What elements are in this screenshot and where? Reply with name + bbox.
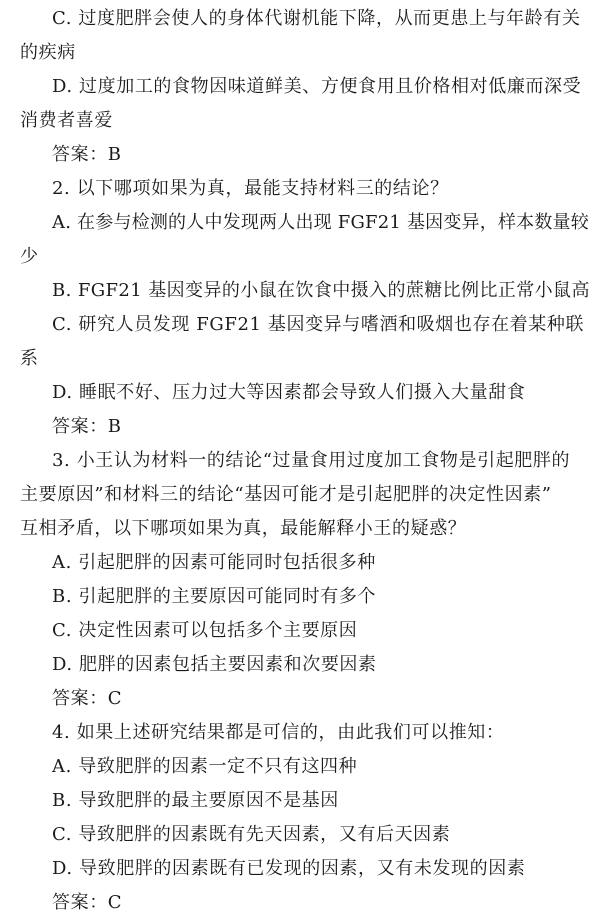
q3-answer: 答案：C — [52, 688, 123, 709]
q2-option-d: D. 睡眠不好、压力过大等因素都会导致人们摄入大量甜食 — [52, 382, 526, 403]
q1-option-d-line1: D. 过度加工的食物因味道鲜美、方便食用且价格相对低廉而深受 — [52, 76, 582, 97]
q1-option-c-line1: C. 过度肥胖会使人的身体代谢机能下降，从而更患上与年龄有关 — [52, 8, 581, 29]
q4-question: 4. 如果上述研究结果都是可信的，由此我们可以推知： — [52, 722, 505, 743]
q4-option-b: B. 导致肥胖的最主要原因不是基因 — [52, 790, 339, 811]
q1-option-c-line2: 的疾病 — [20, 42, 76, 63]
q3-option-b: B. 引起肥胖的主要原因可能同时有多个 — [52, 586, 377, 607]
q4-option-a: A. 导致肥胖的因素一定不只有这四种 — [52, 756, 358, 777]
q2-option-c-line1: C. 研究人员发现 FGF21 基因变异与嗜酒和吸烟也存在着某种联 — [52, 314, 585, 335]
q3-option-a: A. 引起肥胖的因素可能同时包括很多种 — [52, 552, 376, 573]
q3-option-d: D. 肥胖的因素包括主要因素和次要因素 — [52, 654, 377, 675]
q3-question-line3: 互相矛盾，以下哪项如果为真，最能解释小王的疑惑？ — [20, 518, 467, 539]
q3-question-line2: 主要原因”和材料三的结论“基因可能才是引起肥胖的决定性因素” — [20, 484, 552, 505]
q2-option-b: B. FGF21 基因变异的小鼠在饮食中摄入的蔗糖比例比正常小鼠高 — [52, 280, 590, 301]
q4-option-c: C. 导致肥胖的因素既有先天因素，又有后天因素 — [52, 824, 451, 845]
q4-option-d: D. 导致肥胖的因素既有已发现的因素，又有未发现的因素 — [52, 858, 526, 879]
q2-answer: 答案：B — [52, 416, 122, 437]
q3-option-c: C. 决定性因素可以包括多个主要原因 — [52, 620, 358, 641]
q2-question: 2. 以下哪项如果为真，最能支持材料三的结论？ — [52, 178, 449, 199]
q1-answer: 答案：B — [52, 144, 122, 165]
q2-option-a-line2: 少 — [20, 246, 39, 267]
q4-answer: 答案：C — [52, 892, 123, 913]
q2-option-a-line1: A. 在参与检测的人中发现两人出现 FGF21 基因变异，样本数量较 — [52, 212, 589, 233]
q2-option-c-line2: 系 — [20, 348, 39, 369]
q3-question-line1: 3. 小王认为材料一的结论“过量食用过度加工食物是引起肥胖的 — [52, 450, 571, 471]
q1-option-d-line2: 消费者喜爱 — [20, 110, 113, 131]
